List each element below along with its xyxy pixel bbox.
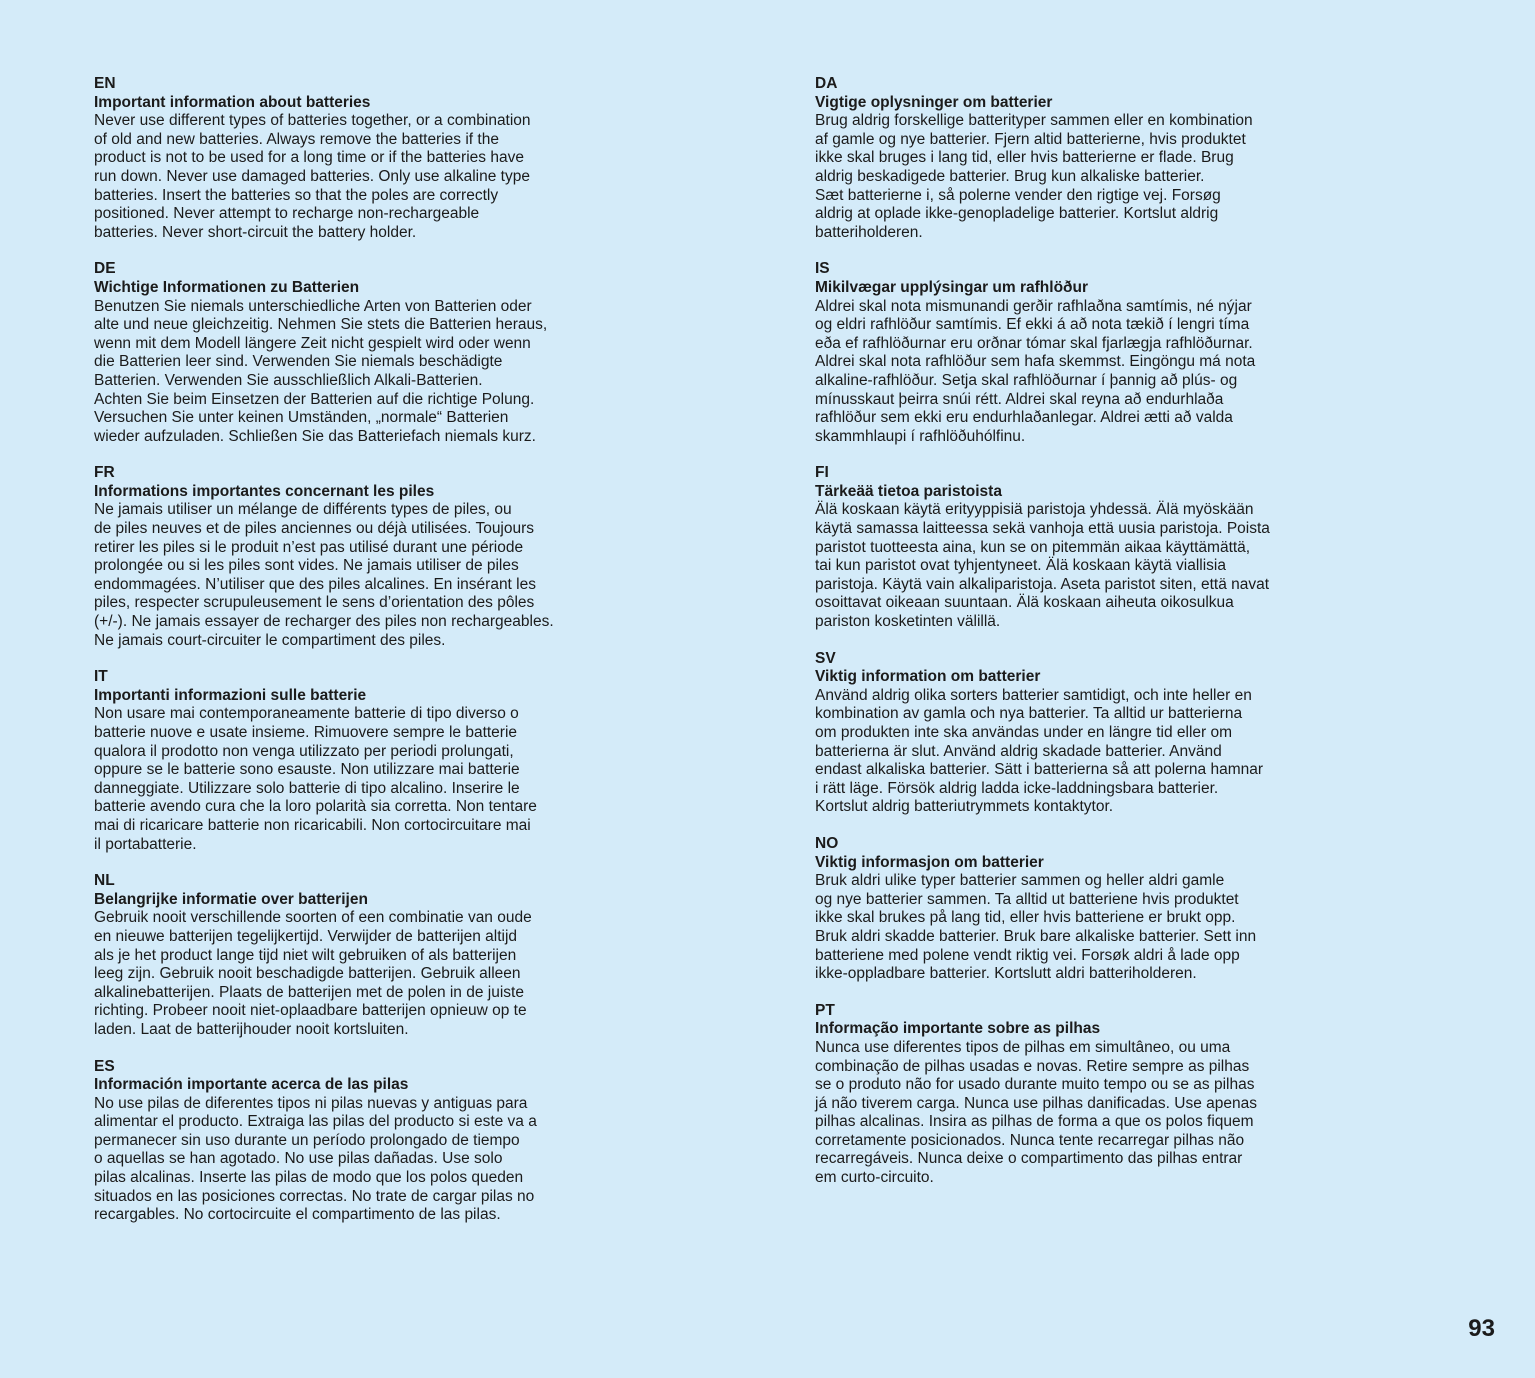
language-code: SV — [815, 649, 836, 667]
section-body: Använd aldrig olika sorters batterier samtidigt, och inte heller en kombination av gamla och nya batterier. Ta alltid ur batterierna om produkten inte ska användas under en längre tid eller om batterierna är slut. Använd aldrig skadade batterier. Använd endast alkaliska batterier. Sätt i batterierna så att polerna hamnar i rätt läge. Försök aldrig ladda icke-laddningsbara batterier. Kortslut aldrig batteriutrymmets kontaktytor. — [815, 686, 1264, 816]
section-is — [815, 260, 1295, 446]
section-title: Tärkeää tietoa paristoista — [815, 482, 1002, 500]
language-code: NO — [815, 834, 839, 852]
section-en — [94, 75, 574, 242]
right-column — [815, 75, 1295, 1206]
section-it — [94, 668, 574, 854]
section-title: Viktig information om batterier — [815, 668, 1041, 686]
section-title: Wichtige Informationen zu Batterien — [94, 278, 360, 296]
language-code: DE — [94, 260, 116, 278]
section-sv — [815, 650, 1295, 817]
section-title: Informação importante sobre as pilhas — [815, 1020, 1101, 1038]
section-body: Älä koskaan käytä erityyppisiä paristoja yhdessä. Älä myöskään käytä samassa laitteessa sekä vanhoja että uusia paristoja. Poista paristot tuotteesta aina, kun se on pitemmän aikaa käyttämättä, tai kun paristot ovat tyhjentyneet. Älä koskaan käytä viallisia paristoja. Käytä vain alkaliparistoja. Aseta paristot siten, että navat osoittavat oikeaan suuntaan. Älä koskaan aiheuta oikosulkua pariston kosketinten välillä. — [815, 501, 1270, 631]
section-title: Importanti informazioni sulle batterie — [94, 686, 367, 704]
section-title: Viktig informasjon om batterier — [815, 853, 1044, 871]
language-code: NL — [94, 872, 115, 890]
section-body: No use pilas de diferentes tipos ni pilas nuevas y antiguas para alimentar el producto. Extraiga las pilas del producto si este va a permanecer sin uso durante un período prolongado de tiempo o aquellas se han agotado. No use pilas dañadas. Use solo pilas alcalinas. Inserte las pilas de modo que los polos queden situados en las posiciones correctas. No trate de cargar pilas no recargables. No cortocircuite el compartimento de las pilas. — [94, 1094, 537, 1224]
language-code: ES — [94, 1057, 115, 1075]
section-title: Belangrijke informatie over batterijen — [94, 890, 368, 908]
section-es — [94, 1058, 574, 1225]
section-no — [815, 835, 1295, 984]
section-body: Non usare mai contemporaneamente batterie di tipo diverso o batterie nuove e usate insieme. Rimuovere sempre le batterie qualora il prodotto non venga utilizzato per periodi prolungati, oppure se le batterie sono esauste. Non utilizzare mai batterie danneggiate. Utilizzare solo batterie di tipo alcalino. Inserire le batterie avendo cura che la loro polarità sia corretta. Non tentare mai di ricaricare batterie non ricaricabili. Non cortocircuitare mai il portabatterie. — [94, 705, 537, 853]
language-code: IS — [815, 260, 830, 278]
section-body: Ne jamais utiliser un mélange de différents types de piles, ou de piles neuves et de piles anciennes ou déjà utilisées. Toujours retirer les piles si le produit n’est pas utilisé durant une période prolongée ou si les piles sont vides. Ne jamais utiliser de piles endommagées. N’utiliser que des piles alcalines. En insérant les piles, respecter scrupuleusement le sens d’orientation des pôles (+/-). Ne jamais essayer de recharger des piles non rechargeables. Ne jamais court-circuiter le compartiment des piles. — [94, 501, 554, 649]
section-pt — [815, 1002, 1295, 1188]
section-body: Aldrei skal nota mismunandi gerðir rafhlaðna samtímis, né nýjar og eldri rafhlöður samtímis. Ef ekki á að nota tækið í lengri tíma eða ef rafhlöðurnar eru orðnar tómar skal fjarlægja rafhlöðurnar. Aldrei skal nota rafhlöður sem hafa skemmst. Eingöngu má nota alkaline-rafhlöður. Setja skal rafhlöðurnar í þannig að plús- og mínusskaut þeirra snúi rétt. Aldrei skal reyna að endurhlaða rafhlöður sem ekki eru endurhlaðanlegar. Aldrei ætti að valda skammhlaupi í rafhlöðuhólfinu. — [815, 297, 1256, 445]
section-de — [94, 260, 574, 446]
section-body: Brug aldrig forskellige batterityper sammen eller en kombination af gamle og nye batterier. Fjern altid batterierne, hvis produktet ikke skal bruges i lang tid, eller hvis batterierne er flade. Brug aldrig beskadigede batterier. Brug kun alkaliske batterier. Sæt batterierne i, så polerne vender den rigtige vej. Forsøg aldrig at oplade ikke-genopladelige batterier. Kortslut aldrig batteriholderen. — [815, 112, 1253, 241]
section-body: Gebruik nooit verschillende soorten of een combinatie van oude en nieuwe batterijen tegelijkertijd. Verwijder de batterijen altijd als je het product lange tijd niet wilt gebruiken of als batterijen leeg zijn. Gebruik nooit beschadigde batterijen. Gebruik alleen alkalinebatterijen. Plaats de batterijen met de polen in de juiste richting. Probeer nooit niet-oplaadbare batterijen opnieuw op te laden. Laat de batterijhouder nooit kortsluiten. — [94, 909, 532, 1038]
section-title: Important information about batteries — [94, 93, 371, 111]
section-body: Never use different types of batteries together, or a combination of old and new batteries. Always remove the batteries if the product is not to be used for a long time or if the batteries have run down. Never use damaged batteries. Only use alkaline type batteries. Insert the batteries so that the poles are correctly positioned. Never attempt to recharge non-rechargeable batteries. Never short-circuit the battery holder. — [94, 112, 531, 241]
section-fr — [94, 464, 574, 650]
section-title: Informations importantes concernant les piles — [94, 482, 435, 500]
language-code: DA — [815, 75, 838, 92]
left-column — [94, 75, 574, 1243]
language-code: IT — [94, 668, 108, 686]
section-title: Mikilvægar upplýsingar um rafhlöður — [815, 278, 1089, 296]
language-code: PT — [815, 1001, 835, 1019]
section-da — [815, 75, 1295, 242]
language-code: FI — [815, 464, 829, 482]
language-code: EN — [94, 75, 116, 92]
language-code: FR — [94, 464, 115, 482]
section-title: Información importante acerca de las pilas — [94, 1076, 409, 1094]
section-nl — [94, 872, 574, 1039]
page-number: 93 — [1468, 1315, 1495, 1342]
section-body: Benutzen Sie niemals unterschiedliche Arten von Batterien oder alte und neue gleichzeitig. Nehmen Sie stets die Batterien heraus, wenn mit dem Modell längere Zeit nicht gespielt wird oder wenn die Batterien leer sind. Verwenden Sie niemals beschädigte Batterien. Verwenden Sie ausschließlich Alkali-Batterien. Achten Sie beim Einsetzen der Batterien auf die richtige Polung. Versuchen Sie unter keinen Umständen, „normale“ Batterien wieder aufzuladen. Schließen Sie das Batteriefach niemals kurz. — [94, 297, 548, 445]
section-body: Bruk aldri ulike typer batterier sammen og heller aldri gamle og nye batterier sammen. Ta alltid ut batteriene hvis produktet ikke skal brukes på lang tid, eller hvis batteriene er brukt opp. Bruk aldri skadde batterier. Bruk bare alkaliske batterier. Sett inn batteriene med polene vendt riktig vei. Forsøk aldri å lade opp ikke-oppladbare batterier. Kortslutt aldri batteriholderen. — [815, 872, 1257, 983]
section-fi — [815, 464, 1295, 631]
section-title: Vigtige oplysninger om batterier — [815, 93, 1053, 111]
section-body: Nunca use diferentes tipos de pilhas em simultâneo, ou uma combinação de pilhas usadas e novas. Retire sempre as pilhas se o produto não for usado durante muito tempo ou se as pilhas já não tiverem carga. Nunca use pilhas danificadas. Use apenas pilhas alcalinas. Insira as pilhas de forma a que os polos fiquem corretamente posicionados. Nunca tente recarregar pilhas não recarregáveis. Nunca deixe o compartimento das pilhas entrar em curto-circuito. — [815, 1038, 1258, 1187]
